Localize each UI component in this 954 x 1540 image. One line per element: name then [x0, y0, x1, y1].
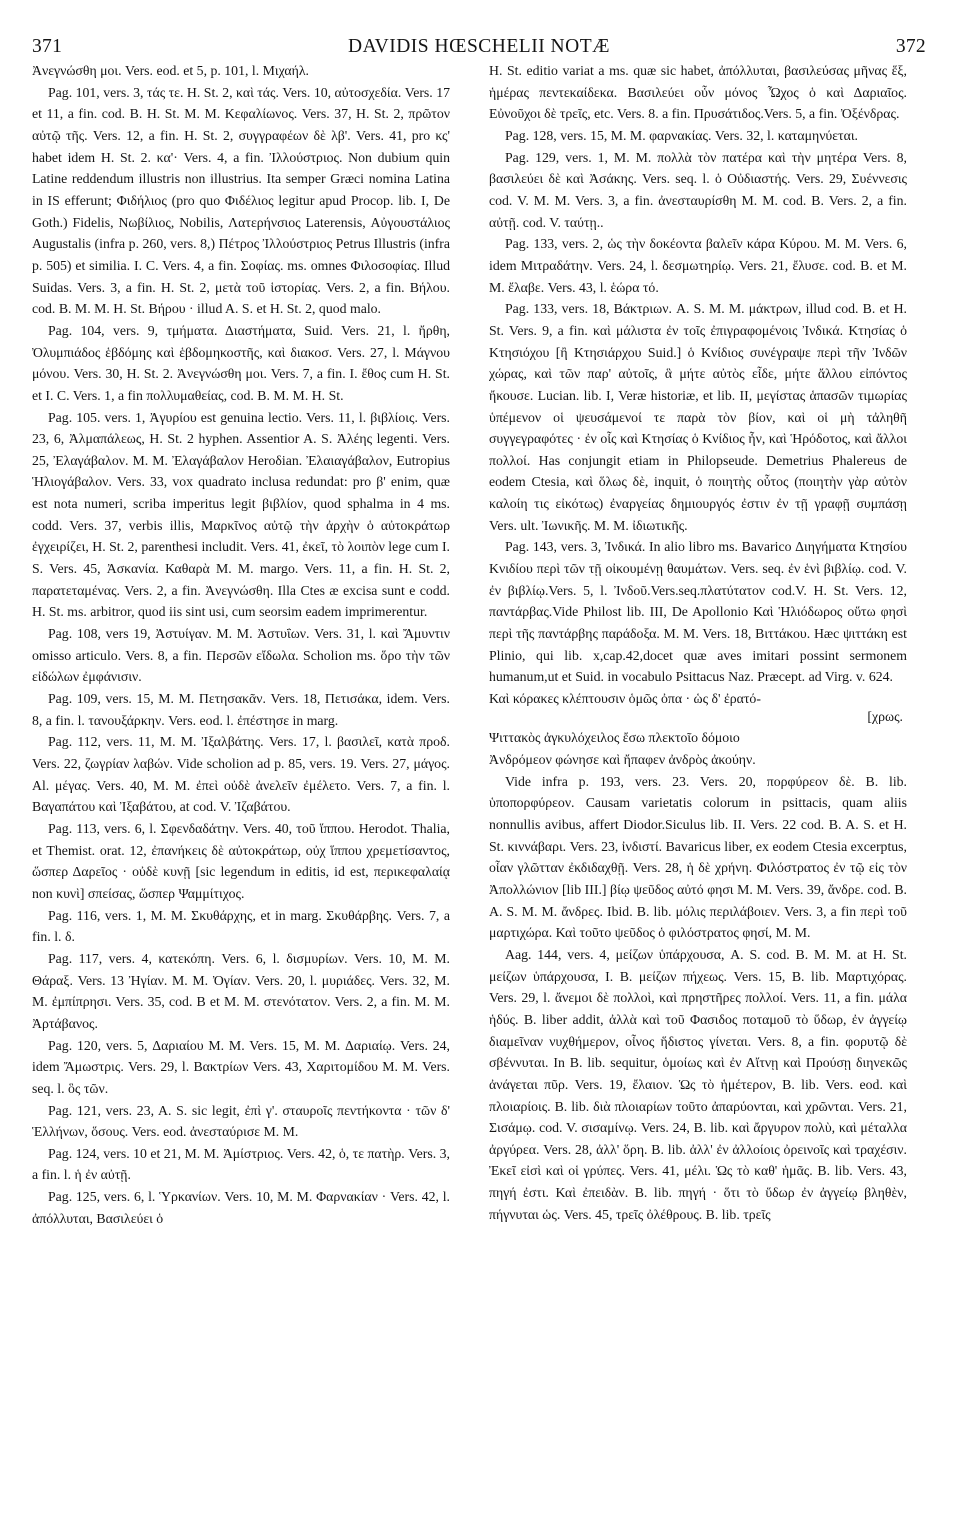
paragraph: Pag. 116, vers. 1, M. M. Σκυθάρχης, et in marg. Σκυθάρβης. Vers. 7, a fin. l. δ. — [32, 907, 450, 945]
paragraph: Ἀνεγνώσθη μοι. Vers. eod. et 5, p. 101, l. Μιχαήλ. — [32, 63, 309, 78]
running-header — [32, 36, 926, 60]
paragraph: Pag. 101, vers. 3, τάς τε. H. St. 2, καὶ τάς. Vers. 10, αὐτοσχεδία. Vers. 17 et 11, a fin. cod. B. H. St. M. M. Κεφαλίωνος. Vers. 37, H. St. 2, πρῶτον αὐτῷ τῆς. Vers. 12, a fin. H. St. 2, συγγραφέων δὲ λβ'. Vers. 41, pro κς' habet idem H. St. 2. κα'· Vers. 4, a fin. Ἰλλούστριος. Non dubium quin Latine reddendum illustris non illustrius. Ita semper Græci nomina Latina in IS efferunt; Φιδήλιος (pro quo Φιδέλιος legitur apud Procop. lib. I, De Goth.) Fidelis, Νωβίλιος, Nobilis, Λατερήνσιος Laterensis, Αὐγουστάλιος Augustalis (infra p. 260, vers. 8,) Πέτρος Ἰλλούστριος Petrus Illustris (infra p. 505) et similia. I. C. Vers. 4, a fin. Σοφίας. ms. omnes Φιλοσοφίας. Illud Suidas. Vers. 3, a fin. H. St. 2, μετὰ τοῦ ἱστορίας. Vers. 2, a fin. Βήλου. cod. B. M. M. H. St. Βήρου · illud A. S. et H. St. 2, quod malo. — [32, 84, 450, 317]
paragraph: Pag. 121, vers. 23, A. S. sic legit, ἐπὶ γ'. σταυροῖς πεντήκοντα · τῶν δ' Ἑλλήνων, ὅσους. Vers. eod. ἀνεσταύρισε M. M. — [32, 1102, 450, 1140]
paragraph: Pag. 133, vers. 18, Βάκτριων. A. S. M. M. μάκτρων, illud cod. B. et H. St. Vers. 9, a fin. καὶ μάλιστα ἐν τοῖς ἐπιγραφομένοις Ἰνδικά. Κτησίας ὁ Κτησιόχου [ἢ Κτησιάρχου Suid.] ὁ Κνίδιος συνέγραψε περὶ τῆν Ἰνδῶν χώρας, καὶ τῶν παρ' αὐτοῖς, ἃ μήτε αὐτὸς εἶδε, μήτε ἄλλου εἰπόντος ἤκουσε. Lucian. lib. I, Veræ historiæ, et lib. II, μεγίστας ἁπασῶν τιμωρίας ὑπέμενον οἱ ψευσάμενοί τε παρὰ τὸν βίον, καὶ οἱ μὴ τἀληθῆ συγγεγραφότες · ἐν οἷς καὶ Κτησίας ὁ Κνίδιος ἦν, καὶ Ἡρόδοτος, καὶ ἄλλοι πολλοί. Has conjungit etiam in Philopseude. Demetrius Phalereus de eodem Ctesia, καὶ ὅλως δὲ, inquit, ὁ ποιητὴς οὗτος (ποιητὴν γὰρ αὐτὸν καλοίη τις εἰκότως) ἐναργείας δημιουργός ἐστιν ἐν τῇ γραφῇ συμπάσῃ Vers. ult. Ἰωνικῆς. M. M. ἰδιωτικῆς. — [489, 301, 907, 533]
verse-line-end: [χρως. — [867, 708, 903, 724]
paragraph: Pag. 117, vers. 4, κατεκόπη. Vers. 6, l. δισμυρίων. Vers. 10, M. M. Θάραξ. Vers. 13 Ἠγίαν. M. M. Ὀγίαν. Vers. 20, l. μυριάδες. Vers. 32, M. M. ἐμπίπρησι. Vers. 35, cod. B et M. M. στενότατον. Vers. 2, a fin. M. M. Ἀρτάβανος. — [32, 950, 450, 1031]
paragraph: Pag. 120, vers. 5, Δαριαίου M. M. Vers. 15, M. M. Δαριαίῳ. Vers. 24, idem Ἄμωστρις. Vers. 29, l. Βακτρίων Vers. 43, Χαριτομίδου M. M. Vers. seq. l. ὃς τῶν. — [32, 1037, 450, 1096]
right-column — [489, 60, 907, 1530]
verse-line: Ἀνδρόμεον φώνησε καὶ ἤπαφεν ἀνδρὸς ἀκούην. — [489, 752, 756, 767]
page-number-left: 371 — [32, 36, 63, 57]
paragraph: Pag. 105. vers. 1, Ἀγυρίου est genuina lectio. Vers. 11, l. βιβλίοις. Vers. 23, 6, Ἀλμαπάλεως, H. St. 2 hyphen. Assentior A. S. Ἀλέης legenti. Vers. 25, Ἐλαγάβαλον. M. M. Ἐλαγάβαλον Heroδian. Ἐλαιαγάβαλον, Eutropius Ἡλιογάβαλον. Vers. 33, vox quadrato inclusa redundat: pro β' enim, quæ est nota numeri, scriba imperitus legit βιβλίον, quod sphalma in 4 ms. codd. Vers. 37, verbis illis, Μαρκῖνος αὐτῷ τὴν ἀρχὴν ὁ αὐτοκράτωρ ἐγχειρίζει, H. St. 2, parenthesi includit. Vers. 41, ἐκεῖ, τὸ λοιπὸν lege cum I. S. Vers. 45, Ἀσκανία. Καθαρὰ M. M. margo. Vers. 11, a fin. H. St. 2, παρατεταμένας. Vers. 2, a fin. Ἀνεγνώσθη. Illa Ctes æ excisa sunt e codd. H. St. ms. arbitror, quod iis sint usi, cum seorsim eadem imprimerentur. — [32, 409, 450, 620]
paragraph: Pag. 109, vers. 15, M. M. Πετησακᾶν. Vers. 18, Πετισάκα, idem. Vers. 8, a fin. l. τανουξάρκην. Vers. eod. l. ἐπέστησε in marg. — [32, 691, 450, 728]
paragraph: Pag. 113, vers. 6, l. Σφενδαδάτην. Vers. 40, τοῦ ἵππου. Herodot. Thalia, et Themist. orat. 12, ἐπανήκεις δὲ αὐτοκράτωρ, οὐχ ἵππου χρεμετίσαντος, ὥσπερ Δαρεῖος · οὐδὲ κυνῇ [sic legendum in editis, id est, περικεφαλαίᾳ non κυνὶ] σπείσας, ὥσπερ Ψαμμίτιχος. — [32, 820, 450, 901]
paragraph: Pag. 128, vers. 15, M. M. φαρνακίας. Vers. 32, l. καταμηνύεται. — [505, 127, 858, 143]
paragraph: Pag. 129, vers. 1, M. M. πολλὰ τὸν πατέρα καὶ τὴν μητέρα Vers. 8, βασιλεύει δὲ καὶ Ἀσάκης. Vers. seq. l. ὁ Οὐδιαστής. Vers. 29, Συέννεσις cod. V. M. M. Vers. 3, a fin. ἀνεσταυρίσθη M. M. cod. B. Vers. 2, a fin. αὐτῇ. cod. V. ταύτῃ.. — [489, 149, 907, 230]
verse-line: Καὶ κόρακες κλέπτουσιν ὁμῶς ὀπα · ὡς δ' ἐρατό- — [489, 691, 761, 707]
paragraph: Pag. 133, vers. 2, ὡς τὴν δοκέοντα βαλεῖν κάρα Κύρου. M. M. Vers. 6, idem Μιτραδάτην. Vers. 24, l. δεσμωτηρίῳ. Vers. 21, ἔλυσε. cod. B. et M. M. ἔλαβε. Vers. 43, l. ἑώρα τό. — [489, 236, 907, 295]
page-number-right: 372 — [895, 36, 926, 57]
paragraph: Aag. 144, vers. 4, μείζων ὑπάρχουσα, A. S. cod. B. M. M. at H. St. μείζων ὑπάρχουσα, I. B. μείζων πήχεως. Vers. 15, B. lib. Μαρτιχόρας. Vers. 29, l. ἄνεμοι δὲ πολλοὶ, καὶ πρηστῆρες πολλοί. Vers. 11, a fin. μάλα ἡδύς. B. liber addit, ἀλλὰ καὶ τοῦ Φασιδος ποταμοῦ τὸ ὕδωρ, ἐν ἀγγείῳ διαμεῖναν νυχθήμερον, οἶνος ἥδιστος γίνεται. Vers. 8, a fin. φορυτῷ δὲ σβέννυται. In B. lib. sequitur, ὁμοίως καὶ ἐν Αἴτνῃ καὶ Προύσῃ διηνεκῶς ἀνάγεται πῦρ. Vers. 19, ἔλαιον. Ὡς τὸ ἡμέτερον, B. lib. Vers. eod. καὶ πλοιαρίοις. B. lib. διὰ πλοιαρίων τοῦτο ἀπαρύονται, καὶ χρῶνται. Vers. 21, Σισάμῳ. cod. V. σισαμίνῳ. Vers. 24, B. lib. καὶ ἄργυρον πολὺ, καὶ μέταλλα ἀργύρεα. Vers. 28, ἀλλ' ὅρη. B. lib. ἀλλ' ἐν ἀλλοίοις ὀρεινοῖς καὶ τραχέσιν. Ἐκεῖ εἰσὶ καὶ οἱ γρύπες. Vers. 41, μέλι. Ὡς τὸ καθ' ἡμᾶς. B. lib. Vers. 43, πηγή ἐστι. Καὶ ἐπειδὰν. B. lib. πηγή · ὅτι τὸ ὕδωρ ἐν ἀγγείῳ βληθὲν, πήγνυται ὡς. Vers. 45, τρεῖς ὀλέθρους. B. lib. τρεῖς — [489, 946, 907, 1222]
paragraph: Pag. 108, vers 19, Ἀστυίγαν. M. M. Ἀστυΐων. Vers. 31, l. καὶ Ἄμυντιν omisso articulo. Vers. 8, a fin. Περσῶν εἴδωλα. Scholion ms. ὅρο τὴν τῶν εἰδώλων ἐμφάνισιν. — [32, 626, 450, 685]
paragraph: Pag. 104, vers. 9, τμήματα. Διαστήματα, Suid. Vers. 21, l. ἤρθη, Ὀλυμπιάδος ἑβδόμης καὶ ἑβδομηκοστῆς, καὶ διακοσ. Vers. 27, l. Μάγνου μόνου. Vers. 30, H. St. 2. Ἀνεγνώσθη μοι. Vers. 7, a fin. I. ἔθος cum H. St. et I. C. Vers. 1, a fin πολλυμαθείας, cod. B. M. M. H. St. — [32, 322, 450, 403]
paragraph: H. St. editio variat a ms. quæ sic habet, ἀπόλλυται, βασιλεύσας μῆνας ἕξ, ἡμέρας πεντεκαίδεκα. Βασιλεύει οὖν μόνος Ὦχος ὁ καὶ Δαριαῖος. Εὐνοῦχοι δὲ τρεῖς, etc. Vers. 8. a fin. Πρυσάτιδος.Vers. 5, a fin. Ὀξένδρας. — [489, 63, 907, 122]
running-title: DAVIDIS HŒSCHELII NOTÆ — [348, 36, 610, 57]
paragraph: Pag. 124, vers. 10 et 21, M. M. Ἀμίστριος. Vers. 42, ὁ, τε πατὴρ. Vers. 3, a fin. l. ἡ ἐν αὐτῇ. — [32, 1145, 450, 1183]
paragraph: Pag. 125, vers. 6, l. Ὑρκανίων. Vers. 10, M. M. Φαρνακίαν · Vers. 42, l. ἀπόλλυται, Βασιλεύει ὁ — [32, 1189, 450, 1226]
paragraph: Vide infra p. 193, vers. 23. Vers. 20, πορφύρεον δὲ. B. lib. ὑποπορφύρεον. Causam varietatis colorum in psittacis, quam aliis nonnullis avibus, affert Diodor.Siculus lib. II. Vers. 22 cod. B. A. S. et H. St. κιννάβαρι. Vers. 23, ἰνδιστί. Bavaricus liber, ex eodem Ctesia excerptus, οἷαν γλῶτταν ἐκδιδαχθῇ. Vers. 28, ἡ δὲ χρήνη. Φιλόστρατος ἐν τῷ εἰς τὸν Ἀπολλώνιον [lib III.] βίῳ ψεῦδος αὐτό φησι M. M. Vers. 39, ἄνδρε. cod. B. A. S. M. M. ἄνδρες. Ibid. B. lib. μόλις περιλάβοιεν. Vers. 3, a fin περὶ τοῦ μαρτιχώρα. Καὶ τοῦτο ψεῦδος ὁ φιλόστρατος φησί, M. M. — [489, 773, 907, 941]
paragraph: Pag. 112, vers. 11, M. M. Ἰξαλβάτης. Vers. 17, l. βασιλεῖ, κατὰ προδ. Vers. 22, ζωγρίαν λαβών. Vide scholion ad p. 85, vers. 19. Vers. 27, μάγος. Al. μέγας. Vers. 40, M. M. ἐπεὶ οὐδὲ ἀνελεῖν ἐμέλετο. Vers. 7, a fin. l. Βαγαπάτου καὶ Ἰξαβάτου, at cod. V. Ἰζαβάτου. — [32, 734, 450, 815]
verse-line: Ψιττακὸς ἀγκυλόχειλος ἔσω πλεκτοῖο δόμοιο — [489, 730, 740, 746]
paragraph: Pag. 143, vers. 3, Ἰνδικά. In alio libro ms. Bavarico Διηγήματα Κτησίου Κνιδίου περὶ τῶν τῇ οἰκουμένῃ θαυμάτων. Vers. seq. ἐν ἑνὶ βιβλίῳ. cod. V. ἐν βιβλίῳ.Vers. 5, l. Ἰνδοῦ.Vers.seq.πλατύτατον cod.V. H. St. Vers. 12, παντάρβας.Vide Philost lib. III, De Apollonio Καὶ Ἡλιόδωρος οὕτω φησὶ περὶ τῆς παντάρβης παράδοξα. M. M. Vers. 18, Βιττάκου. Hæc ψιττάκη est Plinio, qui lib. x,cap.42,docet quæ aves imitari possint sermonem humanum,ut et Suid. in vocabulo Psittacus Naz. Præcept. ad Virg. v. 624. — [489, 539, 907, 685]
left-column — [32, 60, 450, 1530]
